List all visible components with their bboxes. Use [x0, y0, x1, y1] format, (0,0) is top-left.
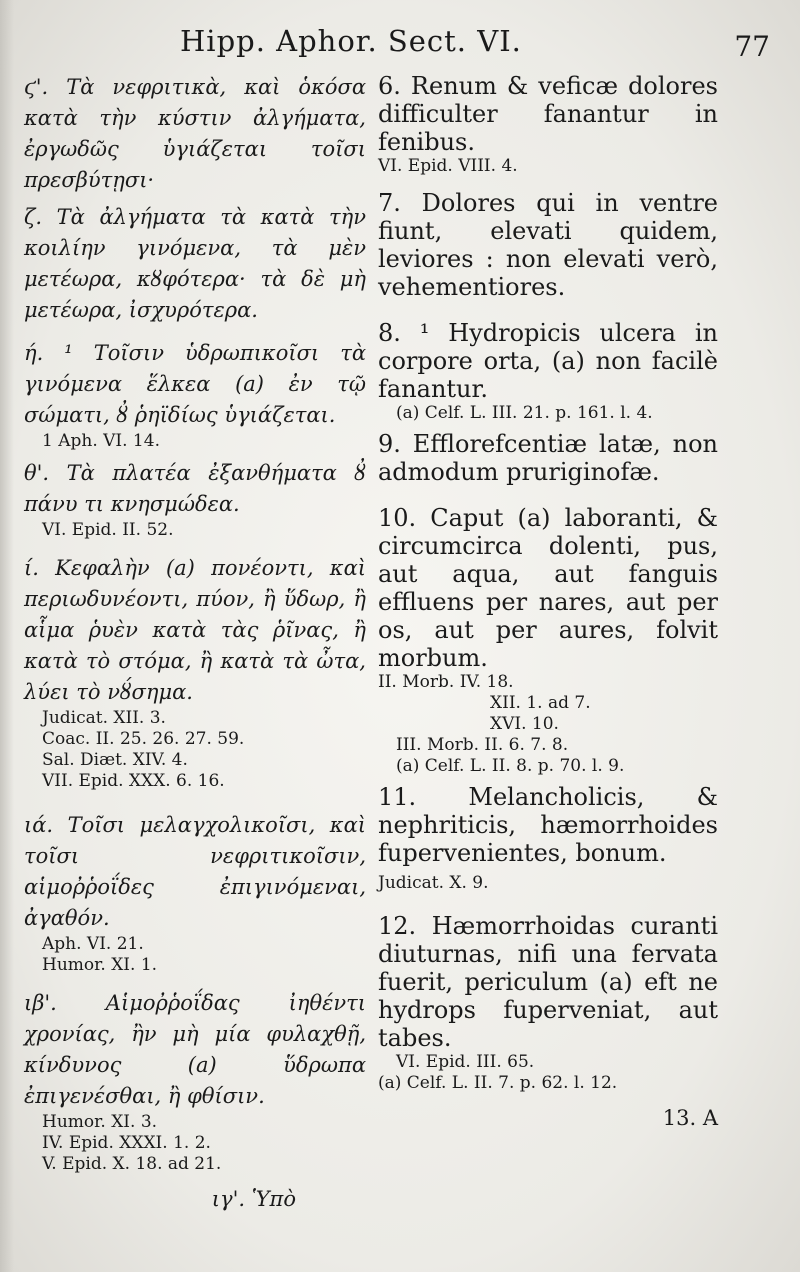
aphorism-6-greek: ϛ'. Τὰ νεφριτικὰ, καὶ ὁκόσα κατὰ τὴν κύστιν ἀλγήματα, ἐργωδῶς ὑγιάζεται τοῖσι πρεσβύτῃσι·	[24, 75, 366, 192]
aphorism-9-greek: θ'. Τὰ πλατέα ἐξανθήματα ȣ̓ πάνυ τι κνησμώδεα.	[24, 461, 366, 516]
aphorism-12-greek: ιβ'. Αἱμοῤῥοΐδας ἰηθέντι χρονίας, ἢν μὴ μία φυλαχθῇ, κίνδυνος (a) ὕδρωπα ἐπιγενέσθαι, ἢ φθίσιν.	[24, 991, 366, 1108]
aphorism-10-reference: VII. Epid. XXX. 6. 16.	[42, 771, 225, 791]
aphorism-10-reference: II. Morb. IV. 18.	[378, 672, 514, 692]
aphorism-6-latin: 6. Renum & veficæ dolores difficulter fanantur in fenibus.	[378, 72, 718, 156]
aphorism-10-footnote: (a) Celf. L. II. 8. p. 70. l. 9.	[396, 756, 625, 776]
aphorism-11-latin: 11. Melancholicis, & nephriticis, hæmorrhoides fupervenientes, bonum.	[378, 783, 718, 867]
aphorism-8-greek: ή. ¹ Τοῖσιν ὑδρωπικοῖσι τὰ γινόμενα ἕλκεα (a) ἐν τῷ σώματι, ȣ̓ ῥηϊδίως ὑγιάζεται.	[24, 341, 366, 427]
aphorism-11-reference: Humor. XI. 1.	[42, 955, 158, 975]
aphorism-12-reference: V. Epid. X. 18. ad 21.	[42, 1154, 222, 1174]
aphorism-12-latin: 12. Hæmorrhoidas curanti diuturnas, nifi una fervata fuerit, periculum (a) eft ne hydrops fuperveniat, aut tabes.	[378, 912, 718, 1052]
aphorism-8-footnote: (a) Celf. L. III. 21. p. 161. l. 4.	[396, 403, 653, 423]
aphorism-10-reference: Sal. Diæt. XIV. 4.	[42, 750, 188, 770]
aphorism-8-reference: 1 Aph. VI. 14.	[42, 431, 160, 451]
aphorism-9-reference: VI. Epid. II. 52.	[42, 520, 174, 540]
aphorism-10-reference: III. Morb. II. 6. 7. 8.	[396, 735, 569, 755]
aphorism-12-reference: IV. Epid. XXXI. 1. 2.	[42, 1133, 211, 1153]
page-number: 77	[734, 30, 770, 63]
aphorism-12-reference: VI. Epid. III. 65.	[396, 1052, 535, 1072]
aphorism-10-greek: ί. Κεφαλὴν (a) πονέοντι, καὶ περιωδυνέοντι, πύον, ἢ ὕδωρ, ἢ αἷμα ῥυὲν κατὰ τὰς ῥῖνας, ἢ κατὰ τὸ στόμα, ἢ κατὰ τὰ ὦτα, λύει τὸ νȣ́σημα.	[24, 556, 366, 704]
latin-column	[378, 72, 718, 1130]
aphorism-11-greek: ιά. Τοῖσι μελαγχολικοῖσι, καὶ τοῖσι νεφριτικοῖσιν, αἱμοῤῥοΐδες ἐπιγινόμεναι, ἀγαθόν.	[24, 813, 366, 930]
greek-column	[24, 72, 366, 1211]
catchword-greek: ιγ'. Ὑπὸ	[211, 1187, 296, 1211]
aphorism-11-reference: Aph. VI. 21.	[42, 934, 144, 954]
aphorism-12-footnote: (a) Celf. L. II. 7. p. 62. l. 12.	[378, 1073, 618, 1093]
aphorism-10-reference: XVI. 10.	[490, 714, 559, 734]
aphorism-9-latin: 9. Efflorefcentiæ latæ, non admodum pruriginofæ.	[378, 430, 718, 486]
aphorism-10-reference: Coac. II. 25. 26. 27. 59.	[42, 729, 245, 749]
aphorism-12-reference: Humor. XI. 3.	[42, 1112, 158, 1132]
aphorism-10-reference: Judicat. XII. 3.	[42, 708, 166, 728]
running-head: Hipp. Aphor. Sect. VI.	[180, 24, 522, 58]
aphorism-10-reference: XII. 1. ad 7.	[490, 693, 591, 713]
page-gutter-shadow	[0, 0, 14, 1272]
catchword-latin: 13. A	[662, 1106, 718, 1130]
aphorism-6-reference: VI. Epid. VIII. 4.	[378, 156, 518, 176]
aphorism-11-reference: Judicat. X. 9.	[378, 873, 489, 893]
page-header	[0, 20, 800, 70]
aphorism-7-greek: ζ. Τὰ ἀλγήματα τὰ κατὰ τὴν κοιλίην γινόμενα, τὰ μὲν μετέωρα, κȣφότερα· τὰ δὲ μὴ μετέωρα, ἰσχυρότερα.	[24, 205, 366, 322]
aphorism-10-latin: 10. Caput (a) laboranti, & circumcirca dolenti, pus, aut aqua, aut fanguis effluens per nares, aut per os, aut per aures, folvit morbum.	[378, 504, 718, 672]
aphorism-7-latin: 7. Dolores qui in ventre fiunt, elevati quidem, leviores : non elevati verò, vehementiores.	[378, 189, 718, 301]
aphorism-8-latin: 8. ¹ Hydropicis ulcera in corpore orta, (a) non facilè fanantur.	[378, 319, 718, 403]
